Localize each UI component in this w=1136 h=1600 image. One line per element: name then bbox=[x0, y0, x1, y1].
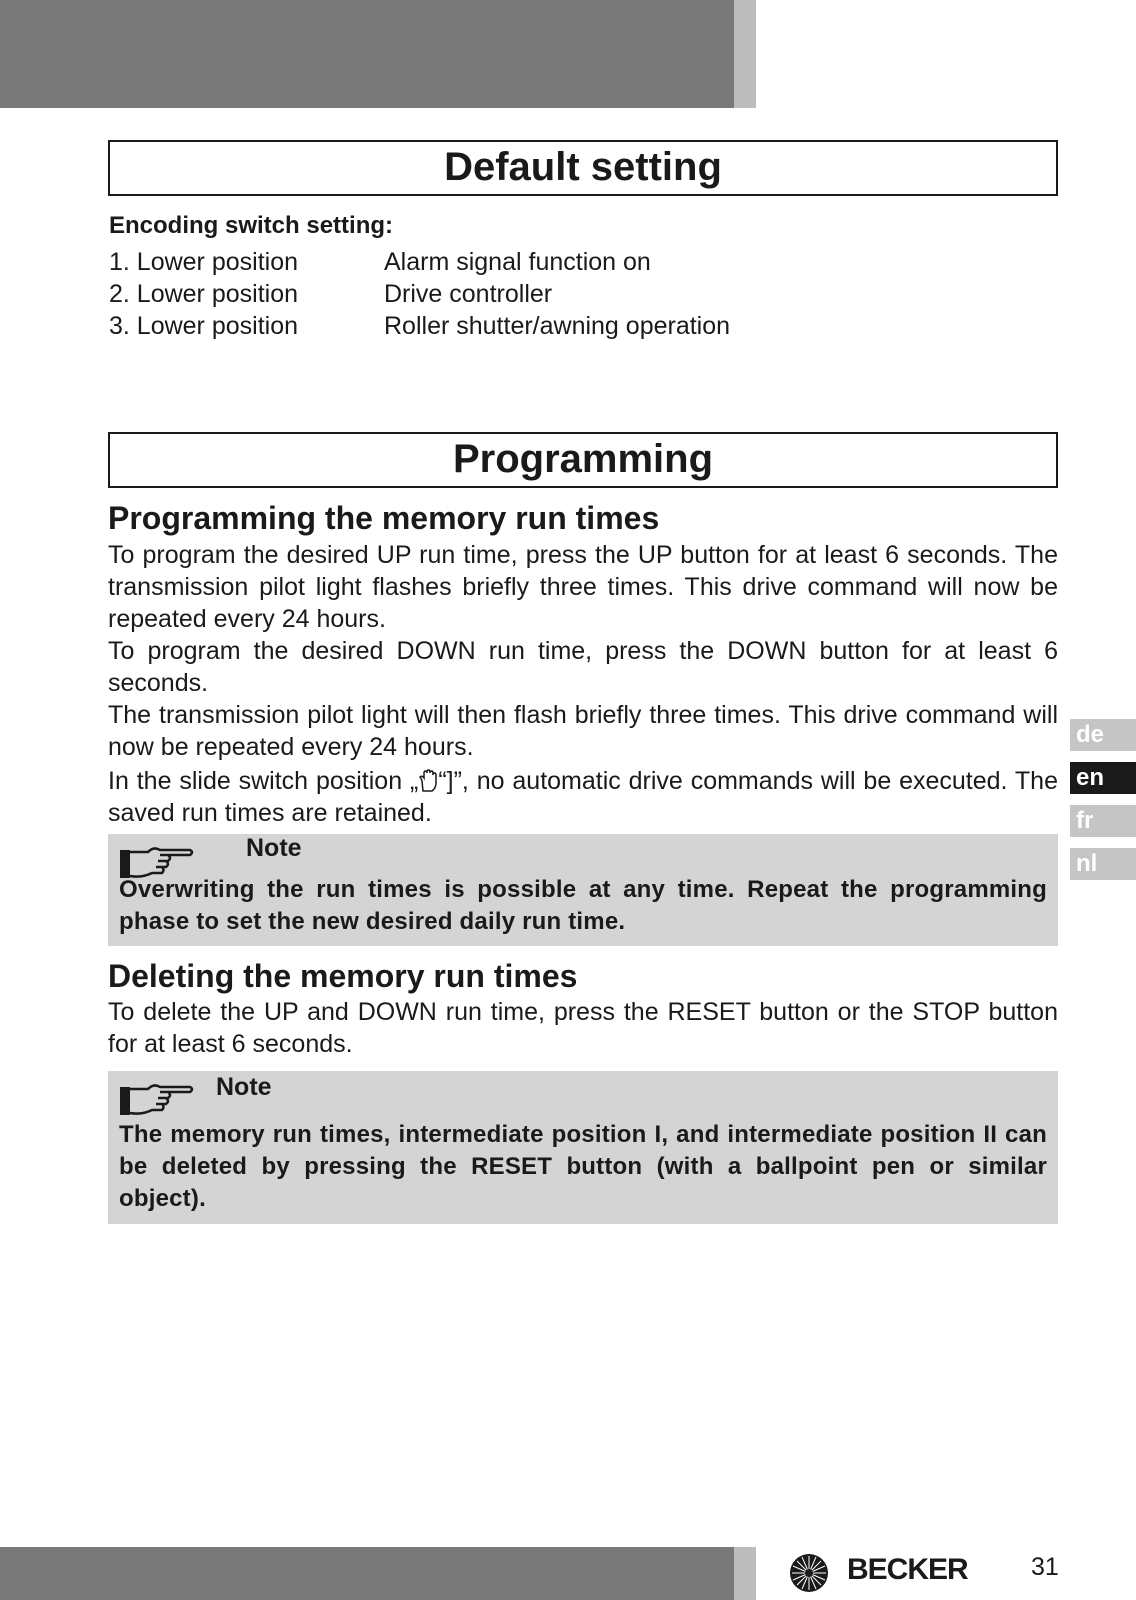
language-tab-en[interactable]: en bbox=[1070, 762, 1136, 794]
encoding-position: 2. Lower position bbox=[109, 280, 299, 308]
slide-switch-text-end: “]”, no automatic drive commands will be executed. The saved run times are retained. bbox=[108, 767, 1058, 827]
encoding-function: Roller shutter/awning operation bbox=[384, 312, 731, 340]
becker-logo-icon bbox=[788, 1552, 830, 1594]
slide-switch-text-start: In the slide switch position „ bbox=[108, 767, 419, 795]
page-number: 31 bbox=[1031, 1553, 1059, 1581]
paragraph: To program the desired UP run time, press the UP button for at least 6 seconds. The transmission pilot light flashes briefly three times. This drive command will now be repeated every 24 hours. bbox=[108, 541, 1058, 633]
note-text: Overwriting the run times is possible at any time. Repeat the programming phase to set the new desired daily run time. bbox=[119, 876, 1047, 935]
deleting-run-times-heading: Deleting the memory run times bbox=[108, 958, 578, 994]
header-band bbox=[0, 0, 734, 108]
note-box bbox=[108, 1071, 1058, 1224]
encoding-row bbox=[109, 312, 730, 341]
paragraph: To program the desired DOWN run time, press the DOWN button for at least 6 seconds. bbox=[108, 637, 1058, 697]
slide-switch-paragraph bbox=[108, 765, 1058, 829]
note-text: The memory run times, intermediate position I, and intermediate position II can be deleted by pressing the RESET button (with a ballpoint pen or similar object). bbox=[119, 1121, 1047, 1212]
hand-icon bbox=[418, 769, 438, 793]
encoding-switch-subheading: Encoding switch setting: bbox=[109, 212, 394, 239]
memory-run-times-heading: Programming the memory run times bbox=[108, 500, 660, 536]
header-band-edge bbox=[734, 0, 756, 108]
encoding-function: Drive controller bbox=[384, 280, 553, 308]
language-tab-nl[interactable]: nl bbox=[1070, 848, 1136, 880]
default-setting-heading: Default setting bbox=[108, 140, 1058, 196]
encoding-row bbox=[109, 248, 651, 277]
language-tab-de[interactable]: de bbox=[1070, 719, 1136, 751]
language-tab-fr[interactable]: fr bbox=[1070, 805, 1136, 837]
note-title: Note bbox=[246, 834, 302, 862]
footer-band bbox=[0, 1547, 734, 1600]
encoding-position: 1. Lower position bbox=[109, 248, 299, 276]
footer-band-edge bbox=[734, 1547, 756, 1600]
encoding-position: 3. Lower position bbox=[109, 312, 299, 340]
programming-heading: Programming bbox=[108, 432, 1058, 488]
brand-name: BECKER bbox=[847, 1553, 968, 1586]
pointing-hand-icon bbox=[118, 1077, 194, 1119]
encoding-row bbox=[109, 280, 552, 309]
memory-instructions bbox=[108, 539, 1058, 829]
note-box bbox=[108, 834, 1058, 946]
note-title: Note bbox=[216, 1073, 272, 1101]
paragraph: The transmission pilot light will then flash briefly three times. This drive command will now be repeated every 24 hours. bbox=[108, 701, 1058, 761]
delete-instructions: To delete the UP and DOWN run time, press the RESET button or the STOP button for at least 6 seconds. bbox=[108, 998, 1058, 1058]
encoding-function: Alarm signal function on bbox=[384, 248, 651, 276]
